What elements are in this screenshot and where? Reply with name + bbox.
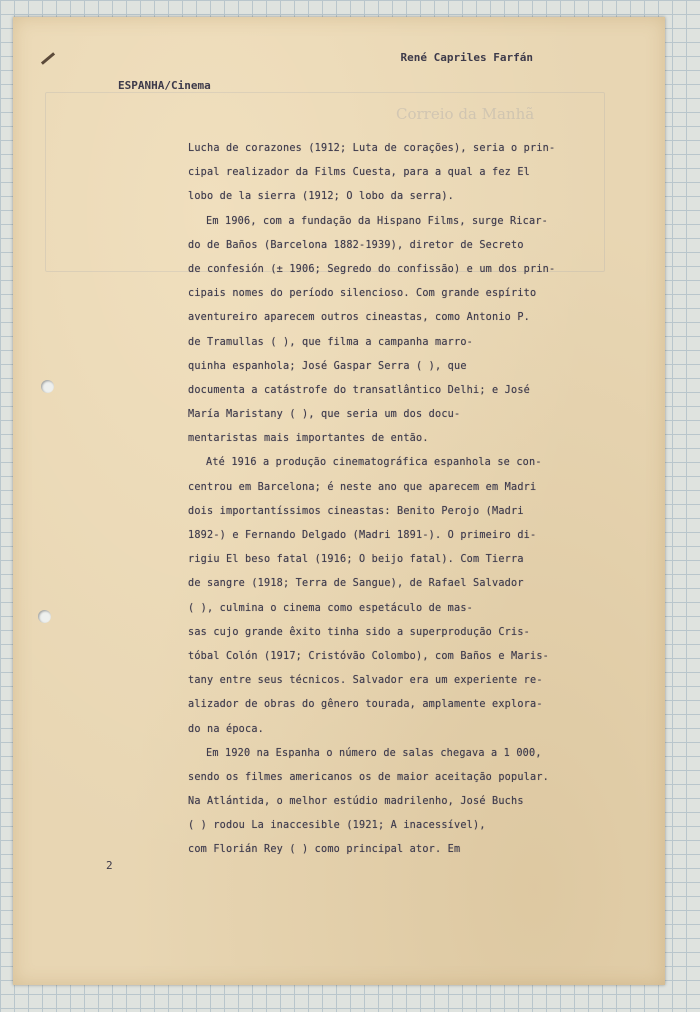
text-line: cipais nomes do período silencioso. Com grande espírito	[188, 288, 537, 300]
text-line: tóbal Colón (1917; Cristóvão Colombo), com Baños e Maris-	[188, 650, 550, 662]
page-number: 2	[106, 859, 113, 872]
text-line: sas cujo grande êxito tinha sido a superprodução Cris-	[188, 626, 531, 638]
body-text	[188, 137, 563, 863]
text-line: Em 1920 na Espanha o número de salas chegava a 1 000,	[206, 747, 542, 759]
staple-mark	[41, 52, 55, 65]
text-line: tany entre seus técnicos. Salvador era um experiente re-	[188, 675, 543, 687]
stamp-text: Correio da Manhã	[396, 105, 535, 123]
text-line: do de Baños (Barcelona 1882-1939), diretor de Secreto	[188, 239, 524, 251]
text-line: lobo de la sierra (1912; O lobo da serra).	[188, 191, 455, 203]
punch-hole-bottom	[38, 610, 51, 623]
text-line: rigiu El beso fatal (1916; O beijo fatal). Com Tierra	[188, 554, 524, 566]
author-name: René Capriles Farfán	[400, 51, 533, 64]
text-line: Lucha de corazones (1912; Luta de corações), seria o prin-	[188, 143, 556, 154]
section-heading: ESPANHA/Cinema	[118, 79, 211, 92]
text-line: Em 1906, com a fundação da Hispano Films, surge Ricar-	[206, 215, 549, 227]
text-line: Na Atlántida, o melhor estúdio madrilenho, José Buchs	[188, 796, 524, 808]
text-line: dois importantíssimos cineastas: Benito Perojo (Madri	[188, 505, 524, 517]
text-line: do na época.	[188, 723, 265, 735]
text-line: 1892-) e Fernando Delgado (Madri 1891-). O primeiro di-	[188, 530, 537, 541]
text-line: cipal realizador da Films Cuesta, para a qual a fez El	[188, 167, 531, 179]
text-line: de confesión (± 1906; Segredo do confissão) e um dos prin-	[188, 263, 556, 275]
text-line: Até 1916 a produção cinematográfica espanhola se con-	[206, 457, 542, 469]
text-line: ( ), culmina o cinema como espetáculo de mas-	[188, 602, 474, 614]
text-line: ( ) rodou La inaccesible (1921; A inacessível),	[188, 820, 486, 832]
text-line: mentaristas mais importantes de então.	[188, 433, 429, 445]
text-line: alizador de obras do gênero tourada, amplamente explora-	[188, 699, 543, 711]
text-line: com Florián Rey ( ) como principal ator. Em	[188, 844, 461, 856]
text-line: sendo os filmes americanos os de maior aceitação popular.	[188, 771, 550, 783]
text-line: María Maristany ( ), que seria um dos docu-	[188, 409, 461, 421]
text-line: de Tramullas ( ), que filma a campanha marro-	[188, 336, 474, 348]
typewritten-page	[13, 17, 665, 985]
text-line: centrou em Barcelona; é neste ano que aparecem em Madri	[188, 481, 537, 493]
text-line: quinha espanhola; José Gaspar Serra ( ), que	[188, 360, 467, 372]
text-line: documenta a catástrofe do transatlântico Delhi; e José	[188, 384, 531, 396]
text-line: aventureiro aparecem outros cineastas, como Antonio P.	[188, 312, 531, 324]
text-line: de sangre (1918; Terra de Sangue), de Rafael Salvador	[188, 578, 524, 590]
punch-hole-top	[41, 380, 54, 393]
